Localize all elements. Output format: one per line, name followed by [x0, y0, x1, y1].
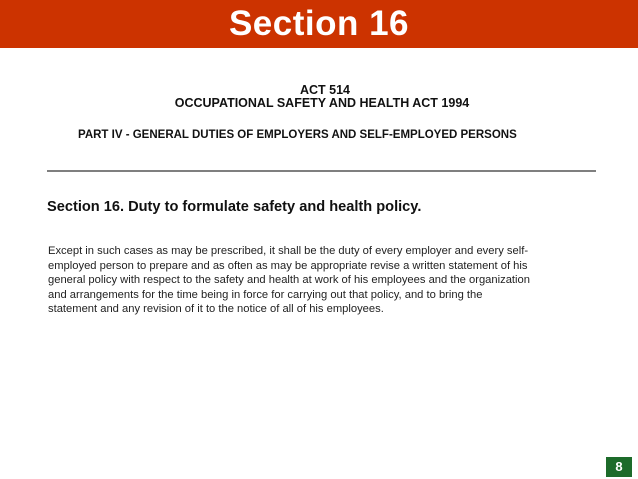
section-body-line: employed person to prepare and as often as may be appropriate revise a written statement of his — [48, 259, 528, 272]
page-number-badge: 8 — [606, 457, 632, 477]
part-heading: PART IV - GENERAL DUTIES OF EMPLOYERS AND SELF-EMPLOYED PERSONS — [78, 129, 517, 141]
act-name: OCCUPATIONAL SAFETY AND HEALTH ACT 1994 — [174, 96, 470, 110]
act-number: ACT 514 — [299, 83, 351, 97]
section-body-line: general policy with respect to the safety and health at work of his employees and the organization — [48, 274, 530, 287]
title-bar — [0, 0, 638, 48]
section-body-line: and arrangements for the time being in force for carrying out that policy, and to bring the — [48, 288, 483, 301]
section-body-line: Except in such cases as may be prescribed, it shall be the duty of every employer and every self- — [48, 245, 529, 257]
section-divider — [47, 170, 596, 172]
section-body — [48, 244, 608, 317]
slide-title: Section 16 — [228, 4, 410, 43]
section-heading: Section 16. Duty to formulate safety and health policy. — [47, 199, 422, 215]
section-body-line: statement and any revision of it to the notice of all of his employees. — [48, 303, 384, 316]
